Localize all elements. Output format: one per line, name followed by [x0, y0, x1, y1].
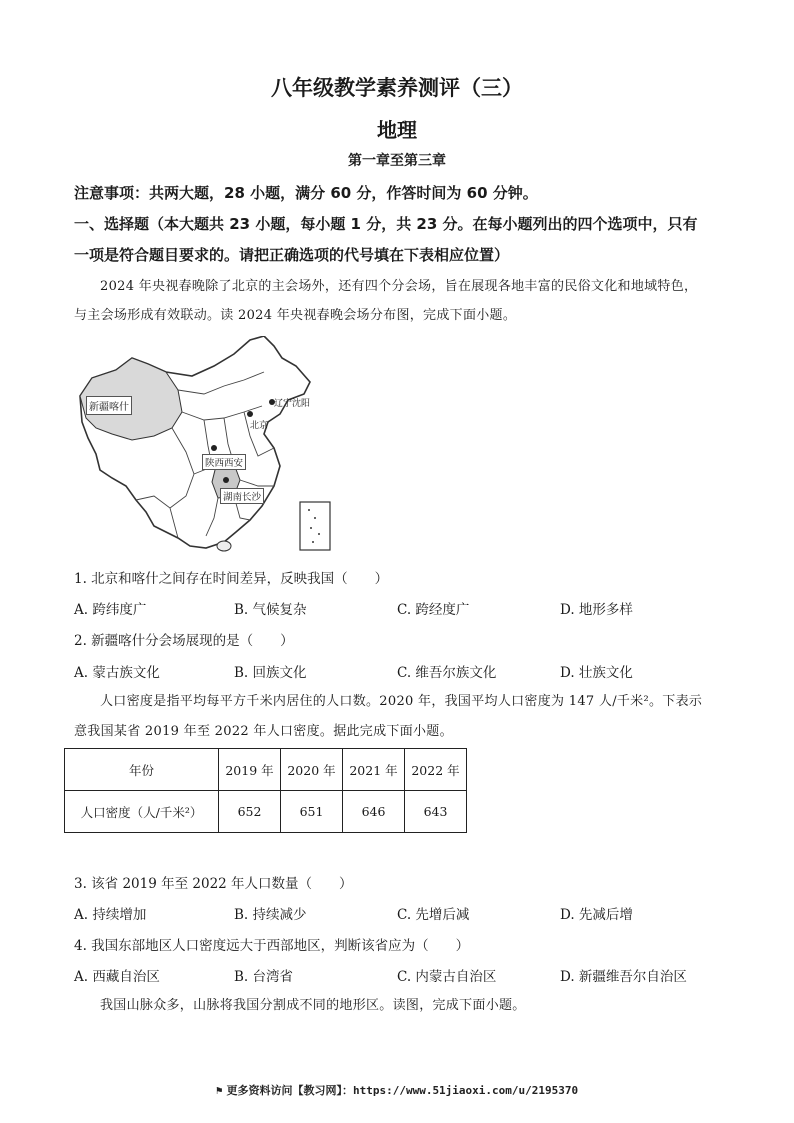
map-label-shaanxi: 陕西西安 [202, 454, 246, 470]
q3-option-d: D. 先减后增 [560, 907, 633, 923]
question-3-stem: 3. 该省 2019 年至 2022 年人口数量（ ） [74, 876, 353, 892]
q3-option-b: B. 持续减少 [234, 907, 307, 923]
table-row [65, 791, 467, 833]
exam-notice: 注意事项：共两大题，28 小题，满分 60 分，作答时间为 60 分钟。 [74, 184, 538, 202]
china-outline [80, 336, 310, 548]
q2-option-c: C. 维吾尔族文化 [397, 665, 497, 681]
question-2-stem: 2. 新疆喀什分会场展现的是（ ） [74, 633, 294, 649]
passage1-line2: 与主会场形成有效联动。读 2024 年央视春晚会场分布图，完成下面小题。 [74, 308, 517, 323]
changsha-marker [223, 477, 229, 483]
question-1-stem: 1. 北京和喀什之间存在时间差异，反映我国（ ） [74, 571, 389, 587]
map-label-hunan: 湖南长沙 [220, 488, 264, 504]
table-year-cell: 2022 年 [405, 749, 467, 791]
q1-option-d: D. 地形多样 [560, 602, 633, 618]
q4-option-d: D. 新疆维吾尔自治区 [560, 969, 687, 985]
passage3: 我国山脉众多，山脉将我国分割成不同的地形区。读图，完成下面小题。 [100, 998, 526, 1013]
map-label-liaoning: 辽宁沈阳 [274, 399, 311, 409]
q4-option-c: C. 内蒙古自治区 [397, 969, 497, 985]
section-instructions-line2: 一项是符合题目要求的。请把正确选项的代号填在下表相应位置） [74, 246, 510, 264]
subject-title: 地理 [377, 118, 417, 142]
south-china-sea-inset [300, 502, 330, 550]
q1-option-c: C. 跨经度广 [397, 602, 470, 618]
q4-option-a: A. 西藏自治区 [74, 969, 160, 985]
passage1-line1: 2024 年央视春晚除了北京的主会场外，还有四个分会场，旨在展现各地丰富的民俗文化和地域特色， [100, 279, 698, 294]
footer-link[interactable] [0, 1082, 794, 1098]
table-row-label: 人口密度（人/千米²） [65, 791, 219, 833]
table-year-cell: 2020 年 [281, 749, 343, 791]
flag-icon: ⚑ [215, 1084, 223, 1097]
hainan-island [217, 541, 231, 551]
map-label-beijing: 北京 [250, 421, 269, 431]
table-header-row [65, 749, 467, 791]
chapter-range: 第一章至第三章 [348, 153, 446, 169]
q2-option-b: B. 回族文化 [234, 665, 307, 681]
q3-option-c: C. 先增后减 [397, 907, 470, 923]
xian-marker [211, 445, 217, 451]
q3-option-a: A. 持续增加 [74, 907, 147, 923]
passage2-line2: 意我国某省 2019 年至 2022 年人口密度。据此完成下面小题。 [74, 724, 453, 739]
china-map-figure [74, 336, 334, 554]
footer-text[interactable]: 更多资料访问【教习网】：https://www.51jiaoxi.com/u/2195370 [226, 1084, 579, 1097]
q2-option-d: D. 壮族文化 [560, 665, 633, 681]
q2-option-a: A. 蒙古族文化 [74, 665, 160, 681]
q1-option-a: A. 跨纬度广 [74, 602, 147, 618]
table-year-cell: 2021 年 [343, 749, 405, 791]
question-4-stem: 4. 我国东部地区人口密度远大于西部地区，判断该省应为（ ） [74, 938, 470, 954]
table-value-cell: 652 [219, 791, 281, 833]
table-value-cell: 646 [343, 791, 405, 833]
table-value-cell: 651 [281, 791, 343, 833]
table-value-cell: 643 [405, 791, 467, 833]
map-label-xinjiang: 新疆喀什 [86, 396, 132, 415]
beijing-marker [247, 411, 253, 417]
page-title: 八年级教学素养测评（三） [271, 75, 523, 100]
section-instructions-line1: 一、选择题（本大题共 23 小题，每小题 1 分，共 23 分。在每小题列出的四个选项中，只有 [74, 215, 698, 233]
table-header-label: 年份 [65, 749, 219, 791]
population-density-table [64, 748, 467, 833]
table-year-cell: 2019 年 [219, 749, 281, 791]
q1-option-b: B. 气候复杂 [234, 602, 307, 618]
q4-option-b: B. 台湾省 [234, 969, 294, 985]
venue-map [74, 336, 334, 554]
passage2-line1: 人口密度是指平均每平方千米内居住的人口数。2020 年，我国平均人口密度为 147 人/千米²。下表示 [100, 694, 703, 709]
